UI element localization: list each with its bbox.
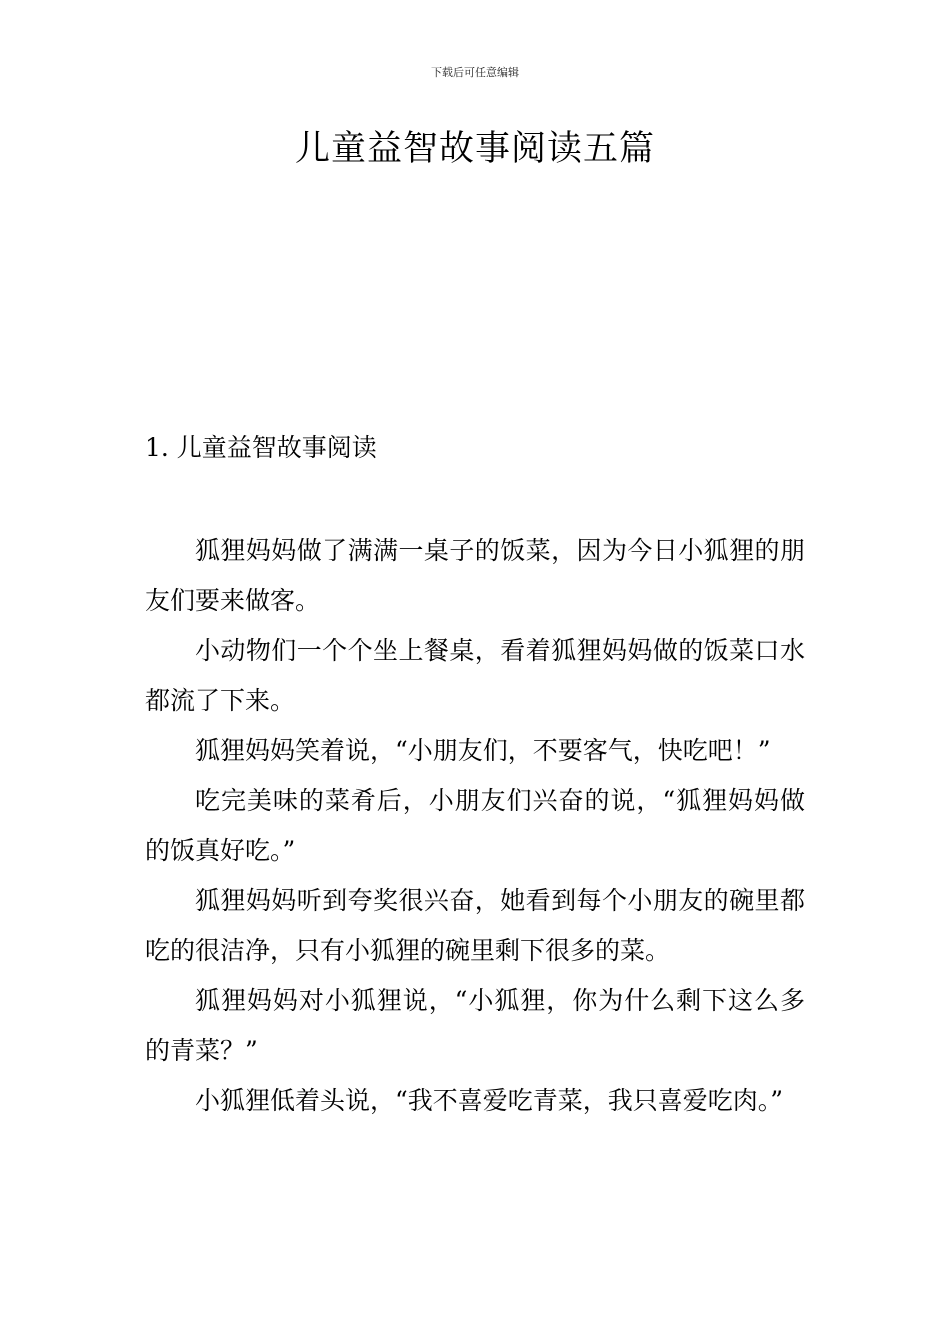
story-paragraph: 狐狸妈妈听到夸奖很兴奋，她看到每个小朋友的碗里都吃的很洁净，只有小狐狸的碗里剩下很多的菜。 [145, 886, 805, 965]
story-body [145, 526, 805, 1126]
story-paragraph: 狐狸妈妈对小狐狸说，“小狐狸，你为什么剩下这么多的青菜？” [145, 986, 805, 1065]
header-note: 下载后可任意编辑 [431, 66, 519, 79]
story-paragraph: 吃完美味的菜肴后，小朋友们兴奋的说，“狐狸妈妈做的饭真好吃。” [145, 786, 805, 865]
story-paragraph: 小狐狸低着头说，“我不喜爱吃青菜，我只喜爱吃肉。” [195, 1086, 784, 1115]
document-title: 儿童益智故事阅读五篇 [294, 129, 655, 169]
story-paragraph: 狐狸妈妈笑着说，“小朋友们，不要客气，快吃吧！” [195, 736, 771, 765]
story-paragraph: 小动物们一个个坐上餐桌，看着狐狸妈妈做的饭菜口水都流了下来。 [145, 636, 805, 715]
story-paragraph: 狐狸妈妈做了满满一桌子的饭菜，因为今日小狐狸的朋友们要来做客。 [145, 536, 805, 615]
section-heading: 1. 儿童益智故事阅读 [145, 433, 377, 462]
